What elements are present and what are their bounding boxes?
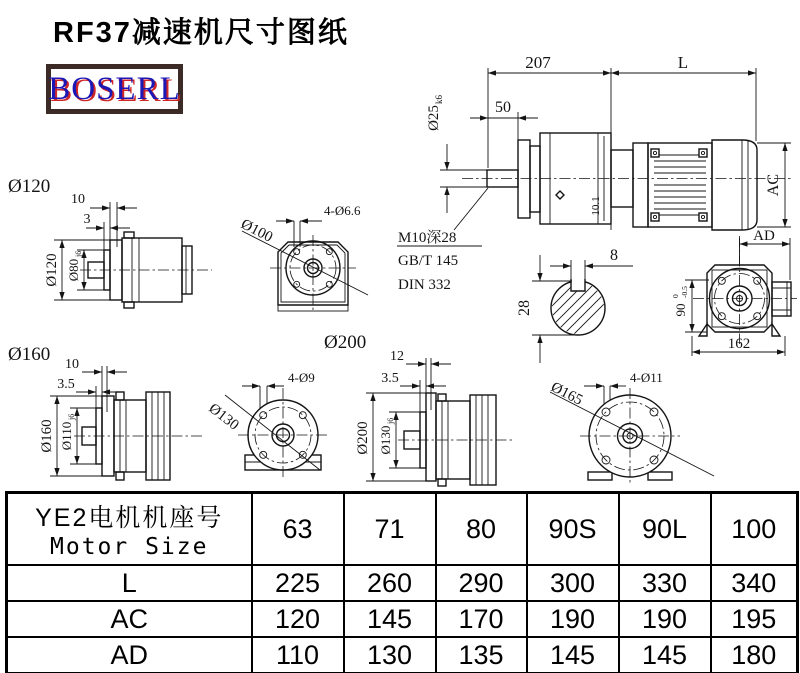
cell-L-90l: 330 (619, 565, 711, 601)
drawing-flange-120 (0, 162, 225, 322)
table-row-AD (7, 637, 798, 673)
dim-d200: Ø200 (355, 421, 371, 455)
rear-geometry (693, 236, 797, 344)
cell-AD-90s: 145 (527, 637, 619, 673)
dim-4-d11: 4-Ø11 (630, 370, 663, 385)
dim-4-d9: 4-Ø9 (288, 370, 315, 385)
dim-90: 90 (673, 303, 688, 317)
dim-162: 162 (727, 336, 751, 352)
col-100: 100 (711, 493, 798, 566)
row-label-AC: AC (7, 601, 252, 637)
thread-note: M10深28 (398, 230, 457, 246)
cell-AD-100: 180 (711, 637, 798, 673)
cell-L-63: 225 (252, 565, 344, 601)
dim-d130j6: Ø130 (378, 425, 393, 455)
dim-d165: Ø165 (548, 379, 586, 409)
dim-207: 207 (525, 53, 551, 72)
dim-d120: Ø120 (44, 253, 60, 287)
dim-shaft-dia-tol: k6 (434, 95, 444, 104)
dim-4-d6-6: 4-Ø6.6 (324, 203, 361, 218)
assembly-geometry (462, 133, 792, 230)
dim-d80: Ø80 (66, 258, 81, 282)
f200-geometry (398, 393, 513, 486)
f120-geometry (80, 232, 212, 308)
dim-12: 12 (390, 349, 404, 364)
header-en: Motor Size (50, 534, 209, 560)
drawing-flange-160 (0, 332, 230, 494)
dim-shaft-dia (426, 95, 444, 131)
dim-90-tol-upper: 0 (671, 294, 680, 298)
col-80: 80 (436, 493, 527, 566)
cell-AC-90l: 190 (619, 601, 711, 637)
dim-d160: Ø160 (39, 419, 55, 453)
standard-note-1: GB/T 145 (398, 253, 459, 269)
cell-AC-80: 170 (436, 601, 527, 637)
cell-L-100: 340 (711, 565, 798, 601)
f165-geometry (548, 379, 714, 484)
col-71: 71 (344, 493, 436, 566)
cell-AD-71: 130 (344, 637, 436, 673)
row-label-AD: AD (7, 637, 252, 673)
assembly-ac-dim (757, 143, 791, 227)
cell-L-80: 290 (436, 565, 527, 601)
dim-28: 28 (516, 300, 533, 316)
f120-dims (44, 192, 137, 300)
dim-d130: Ø130 (205, 400, 242, 434)
dim-d110: Ø110 (59, 421, 74, 451)
logo-text: BOSERL (48, 70, 181, 107)
col-63: 63 (252, 493, 344, 566)
dim-L: L (677, 53, 689, 72)
page-title: RF37减速机尺寸图纸 (53, 17, 349, 49)
table-row-L (7, 565, 798, 601)
header-cn: YE2电机机座号 (35, 504, 224, 532)
f100-geometry (238, 216, 368, 313)
drawing-face-165 (538, 352, 723, 492)
f160-geometry (74, 392, 205, 480)
dim-50: 50 (495, 99, 511, 116)
col-90l: 90L (619, 493, 711, 566)
cell-L-71: 260 (344, 565, 436, 601)
label-d120: Ø120 (8, 176, 51, 197)
cell-AD-80: 135 (436, 637, 527, 673)
cell-L-90s: 300 (527, 565, 619, 601)
f100-dims (276, 203, 361, 247)
drawing-flange-200 (310, 328, 515, 493)
dim-3-5: 3.5 (57, 377, 75, 392)
table-header-row (7, 493, 798, 566)
cell-AC-100: 195 (711, 601, 798, 637)
dim-d80-tol: j6 (74, 250, 83, 257)
dim-3: 3 (83, 212, 91, 227)
dim-d130-tol: j6 (386, 417, 395, 424)
col-90s: 90S (527, 493, 619, 566)
cell-AD-90l: 145 (619, 637, 711, 673)
dim-10: 10 (71, 192, 85, 207)
cell-AC-71: 145 (344, 601, 436, 637)
cell-AD-63: 110 (252, 637, 344, 673)
cell-AC-90s: 190 (527, 601, 619, 637)
dim-90-tol-lower: -0.5 (680, 286, 689, 298)
label-d200: Ø200 (324, 332, 367, 353)
dim-AD: AD (753, 228, 775, 244)
dim-10: 10 (65, 357, 79, 372)
label-d160: Ø160 (8, 344, 51, 365)
drawing-face-100 (228, 183, 378, 318)
dim-3-5: 3.5 (381, 371, 399, 386)
row-label-L: L (7, 565, 252, 601)
dim-AC: AC (765, 173, 782, 197)
table-header-label (7, 493, 252, 566)
cell-AC-63: 120 (252, 601, 344, 637)
dim-inner-10-1: 10.1 (590, 196, 602, 216)
motor-fins (654, 155, 706, 215)
drawing-rear-view (655, 226, 800, 368)
table-row-AC (7, 601, 798, 637)
dim-8: 8 (610, 247, 618, 264)
assembly-notes (397, 188, 488, 293)
dim-d100: Ø100 (238, 216, 276, 246)
standard-note-2: DIN 332 (398, 277, 451, 293)
motor-size-table (5, 491, 799, 673)
svg-text:Ø25: Ø25 (426, 105, 442, 131)
boserl-logo (46, 64, 183, 114)
dim-d110-tol: j6 (67, 413, 76, 420)
